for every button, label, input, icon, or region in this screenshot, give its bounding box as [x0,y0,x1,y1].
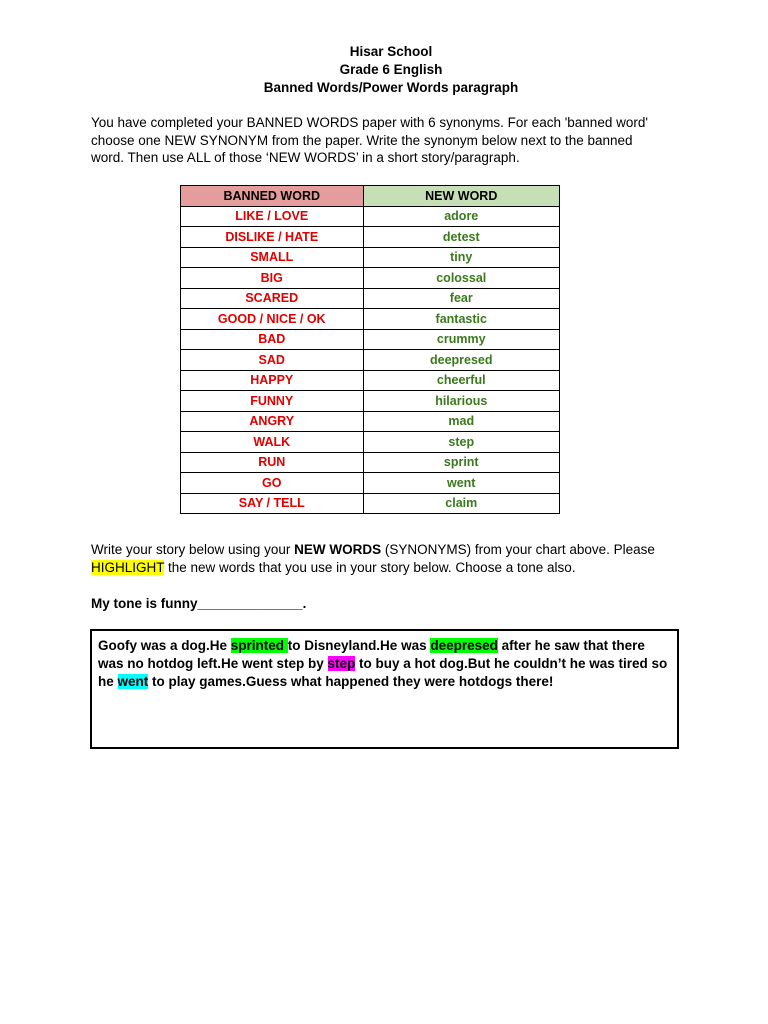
story-text: he [98,673,118,689]
banned-word-header: BANNED WORD [181,186,364,207]
story-instructions [91,541,691,576]
new-word-cell: colossal [363,268,560,289]
assignment-title: Banned Words/Power Words paragraph [263,80,519,95]
table-row [181,493,560,514]
banned-word-cell: HAPPY [181,370,364,391]
synonym-table [180,185,560,514]
table-row [181,350,560,371]
new-word-cell: step [363,432,560,453]
banned-word-cell: ANGRY [181,411,364,432]
table-row [181,411,560,432]
table-row [181,432,560,453]
tone-line: My tone is funny______________. [91,596,307,611]
intro-line: You have completed your BANNED WORDS paper with 6 synonyms. For each 'banned word' [91,115,648,130]
banned-word-cell: RUN [181,452,364,473]
banned-word-cell: DISLIKE / HATE [181,227,364,248]
document-header [0,43,768,97]
table-row [181,206,560,227]
new-word-cell: adore [363,206,560,227]
banned-word-cell: BIG [181,268,364,289]
intro-line: choose one NEW SYNONYM from the paper. Write the synonym below next to the banned [91,132,633,148]
highlighted-word: deepresed [430,638,498,653]
story-text: to Disneyland.He was [287,638,431,653]
instructions-text: (SYNONYMS) from your chart above. Please [381,542,655,557]
new-word-cell: fantastic [363,309,560,330]
intro-line: word. Then use ALL of those ‘NEW WORDS’ in a short story/paragraph. [91,150,520,165]
banned-word-cell: GO [181,473,364,494]
table-row [181,473,560,494]
banned-word-cell: SAY / TELL [181,493,364,514]
new-word-cell: sprint [363,452,560,473]
table-row [181,391,560,412]
new-word-cell: crummy [363,329,560,350]
banned-word-cell: SMALL [181,247,364,268]
story-text: Goofy was a dog.He [98,638,231,653]
banned-word-cell: FUNNY [181,391,364,412]
highlighted-word: step [327,655,356,671]
intro-paragraph [91,114,681,167]
new-word-cell: cheerful [363,370,560,391]
story-text: was no hotdog left.He went step by [98,655,328,671]
table-row [181,268,560,289]
banned-word-cell: WALK [181,432,364,453]
new-word-cell: hilarious [363,391,560,412]
table-row [181,288,560,309]
highlight-word: HIGHLIGHT [91,559,165,575]
new-words-emphasis: NEW WORDS [294,542,382,557]
new-word-cell: mad [363,411,560,432]
banned-word-cell: SAD [181,350,364,371]
table-header-row [181,186,560,207]
table-row [181,309,560,330]
story-text: after he saw that there [497,638,645,653]
new-word-cell: deepresed [363,350,560,371]
highlighted-word: sprinted [230,638,288,653]
table-row [181,247,560,268]
story-text: to buy a hot dog.But he couldn’t he was tired so [355,655,668,671]
new-word-header: NEW WORD [363,186,560,207]
new-word-cell: fear [363,288,560,309]
new-word-cell: tiny [363,247,560,268]
school-name: Hisar School [349,44,433,59]
story-box [90,629,679,749]
table-row [181,227,560,248]
banned-word-cell: BAD [181,329,364,350]
instructions-text: the new words that you use in your story below. Choose a tone also. [164,559,576,575]
story-text: to play games.Guess what happened they were hotdogs there! [148,673,554,689]
table-row [181,329,560,350]
banned-word-cell: GOOD / NICE / OK [181,309,364,330]
new-word-cell: went [363,473,560,494]
new-word-cell: claim [363,493,560,514]
banned-word-cell: LIKE / LOVE [181,206,364,227]
table-row [181,370,560,391]
banned-word-cell: SCARED [181,288,364,309]
instructions-text: Write your story below using your [91,542,295,557]
grade-label: Grade 6 English [339,62,443,77]
table-row [181,452,560,473]
highlighted-word: went [117,673,149,689]
new-word-cell: detest [363,227,560,248]
